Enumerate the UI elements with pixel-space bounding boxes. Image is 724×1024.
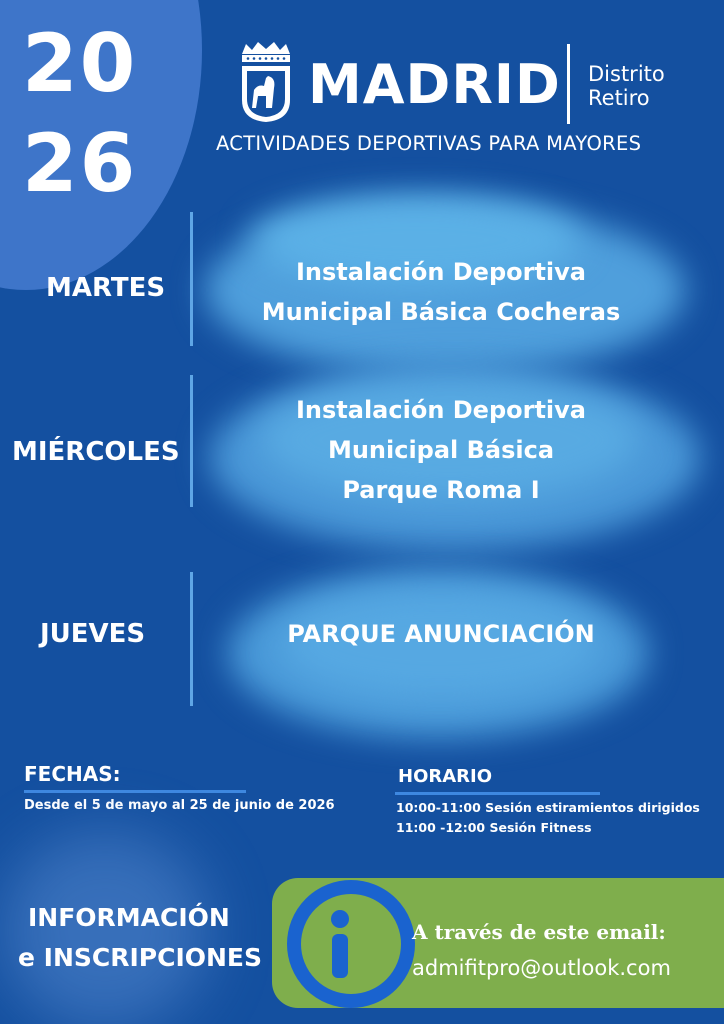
district-line1: Distrito (588, 62, 665, 86)
subtitle: ACTIVIDADES DEPORTIVAS PARA MAYORES (216, 132, 642, 155)
hours-title: HORARIO (398, 766, 493, 787)
hours-session: 11:00 -12:00 Sesión Fitness (396, 820, 592, 835)
venue-martes (198, 252, 684, 332)
day-label-jueves: JUEVES (40, 619, 146, 649)
hours-session: 10:00-11:00 Sesión estiramientos dirigidos (396, 800, 700, 815)
madrid-coat-of-arms-icon (238, 42, 294, 122)
venue-line: Parque Roma I (342, 476, 540, 504)
row-divider-line (190, 572, 193, 706)
district-line2: Retiro (588, 86, 650, 110)
venue-line: Instalación Deportiva (295, 396, 586, 424)
year-top: 20 (22, 17, 138, 110)
row-divider-line (190, 375, 193, 507)
dates-text: Desde el 5 de mayo al 25 de junio de 2026 (24, 798, 335, 813)
email-address[interactable]: admifitpro@outlook.com (412, 956, 671, 980)
venue-line: Municipal Básica Cocheras (261, 298, 621, 326)
info-icon-ring (287, 880, 415, 1008)
venue-line: Instalación Deportiva (295, 258, 586, 286)
info-title-line2: e INSCRIPCIONES (18, 943, 263, 972)
venue-jueves (198, 614, 684, 654)
hours-underline (395, 792, 600, 795)
day-label-martes: MARTES (46, 273, 166, 303)
day-label-miercoles: MIÉRCOLES (12, 437, 180, 467)
dates-title: FECHAS: (24, 762, 121, 786)
district-name (588, 62, 665, 110)
venue-line: PARQUE ANUNCIACIÓN (287, 620, 595, 648)
brand-divider (567, 44, 570, 124)
info-icon-stem (332, 934, 348, 978)
brand-title: MADRID (308, 53, 561, 116)
email-label: A través de este email: (412, 920, 666, 944)
row-divider-line (190, 212, 193, 346)
venue-miercoles (198, 390, 684, 510)
year-bottom: 26 (22, 117, 138, 210)
venue-line: Municipal Básica (327, 436, 555, 464)
dates-underline (24, 790, 246, 793)
info-icon-dot (331, 910, 349, 928)
info-title-line1: INFORMACIÓN (28, 903, 230, 932)
